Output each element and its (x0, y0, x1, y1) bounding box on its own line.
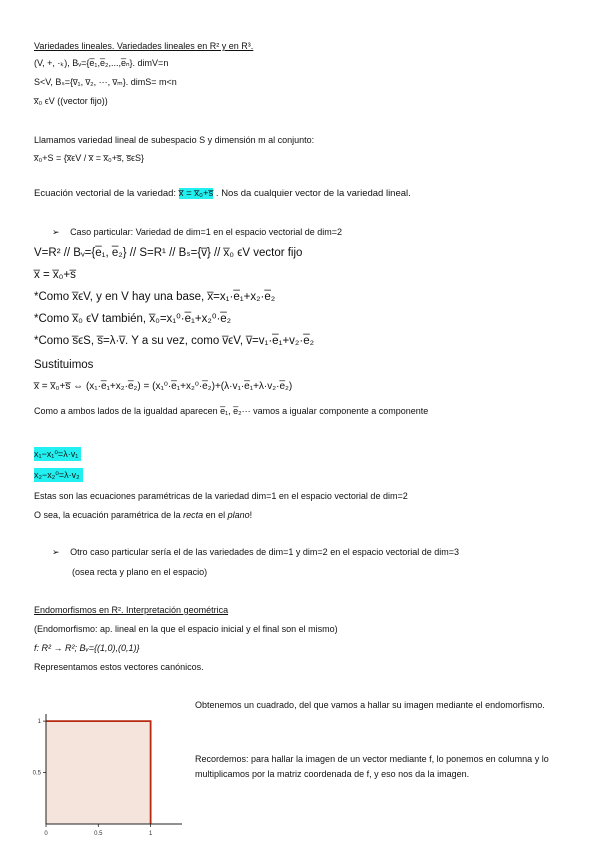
vector-equation-label: Ecuación vectorial de la variedad: (34, 188, 177, 199)
endomorphism-map: f: R² → R²; Bᵥ={(1,0),(0,1)} (34, 643, 140, 653)
case1-line-1: V=R² // Bᵥ={e̅₁, e̅₂} // S=R¹ // Bₛ={v̅} // x̅₀ ϵV vector fijo (34, 247, 303, 259)
case1-line-4: *Como x̅₀ ϵV también, x̅₀=x₁⁰·e̅₁+x₂⁰·e̅₂ (34, 313, 232, 325)
param-equation-2: x₂−x₂⁰=λ·v₂ (34, 468, 83, 482)
paragraph-recall: Recordemos: para hallar la imagen de un vector mediante f, lo ponemos en columna y lo multiplicamos por la matriz coordenada de f, y eso nos da la imagen. (195, 754, 549, 779)
vector-equation-tail: . Nos da cualquier vector de la variedad lineal. (215, 188, 411, 199)
case2-line-2: (osea recta y plano en el espacio) (72, 567, 208, 577)
param-note-2-recta: recta (183, 510, 204, 520)
case2-line-1: Otro caso particular sería el de las variedades de dim=1 y dim=2 en el espacio vectorial de dim=3 (70, 547, 460, 557)
x-tick-label: 0.5 (94, 831, 103, 837)
unit-square-chart (34, 706, 184, 836)
param-note-2-b: en el (203, 510, 228, 520)
param-note: Estas son las ecuaciones paramétricas de la variedad dim=1 en el espacio vectorial de dim=2 (34, 491, 408, 501)
case1-line-3: *Como x̅ϵV, y en V hay una base, x̅=x₁·e̅₁+x₂·e̅₂ (34, 291, 276, 303)
param-equation-1: x₁−x₁⁰=λ·v₁ (34, 447, 81, 461)
compare-components: Como a ambos lados de la igualdad aparecen e̅₁, e̅₂··· vamos a igualar componente a componente (34, 406, 429, 416)
case1-line-6: Sustituimos (34, 359, 94, 371)
case1-line-2: x̅ = x̅₀+s̅ (34, 269, 76, 281)
square-fill (46, 721, 151, 824)
param-note-2 (34, 509, 252, 521)
case1-heading-row (52, 226, 342, 238)
section-title-variedades: Variedades lineales. Variedades lineales en R² y en R³. (34, 41, 254, 51)
arrow-bullet-icon: ➢ (52, 227, 60, 237)
section-title-endomorfismos: Endomorfismos en R². Interpretación geométrica (34, 605, 229, 615)
case1-heading: Caso particular: Variedad de dim=1 en el espacio vectorial de dim=2 (70, 227, 343, 237)
param-note-2-c: ! (249, 510, 253, 520)
case1-line-7: x̅ = x̅₀+s̅ ⇔ (x₁·e̅₁+x₂·e̅₂) = (x₁⁰·e̅₁+x₂⁰·e̅₂)+(λ·v₁·e̅₁+λ·v₂·e̅₂) (34, 381, 293, 392)
y-tick-label: 1 (37, 719, 41, 726)
endomorphism-definition: (Endomorfismo: ap. lineal en la que el espacio inicial y el final son el mismo) (34, 624, 338, 634)
represent-canonical: Representamos estos vectores canónicos. (34, 662, 204, 672)
paragraph-square: Obtenemos un cuadrado, del que vamos a hallar su imagen mediante el endomorfismo. (195, 700, 545, 710)
case1-line-5: *Como s̅ϵS, s̅=λ·v̅. Y a su vez, como v̅ϵV, v̅=v₁·e̅₁+v₂·e̅₂ (34, 335, 315, 347)
vector-equation-highlight: x̅ = x̅₀+s̅ (178, 188, 214, 199)
vector-space-line: (V, +, ·ₖ), Bᵥ={e̅₁,e̅₂,...,e̅ₙ}. dimV=n (34, 58, 169, 68)
vector-equation-line (34, 188, 411, 200)
x-tick-label: 1 (148, 831, 153, 837)
param-note-2-a: O sea, la ecuación paramétrica de la (34, 510, 184, 520)
fixed-vector-line: x̅₀ ϵV ((vector fijo)) (34, 96, 108, 106)
arrow-bullet-icon: ➢ (52, 547, 60, 557)
case2-row (52, 546, 459, 558)
param-note-2-plano: plano (227, 510, 250, 520)
definition-set: x̅₀+S = {x̅ϵV / x̅ = x̅₀+s̅, s̅ϵS} (34, 153, 144, 163)
subspace-line: S<V, Bₛ={v̅₁, v̅₂, ···, v̅ₘ}. dimS= m<n (34, 77, 177, 87)
y-tick-label: 0.5 (32, 770, 41, 777)
definition-intro: Llamamos variedad lineal de subespacio S y dimensión m al conjunto: (34, 135, 315, 145)
x-tick-label: 0 (44, 831, 48, 837)
